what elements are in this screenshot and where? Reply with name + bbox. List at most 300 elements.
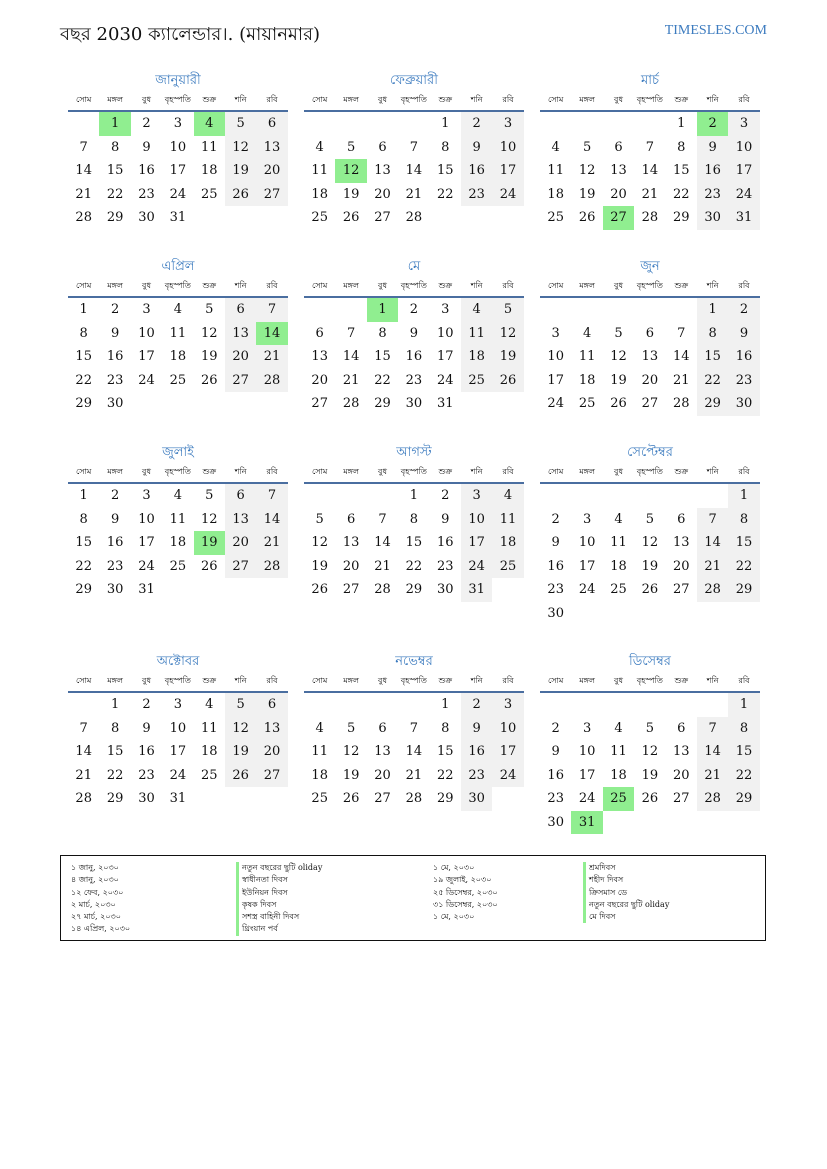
day-cell[interactable]: 12	[311, 535, 328, 550]
day-cell[interactable]: 18	[311, 767, 328, 783]
day-cell[interactable]: 7	[697, 717, 728, 741]
day-cell[interactable]: 9	[461, 136, 492, 160]
day-cell[interactable]: 11	[492, 508, 523, 532]
day-cell[interactable]: 24	[436, 372, 454, 388]
day-cell[interactable]: 23	[697, 183, 728, 207]
holiday-day[interactable]: 31	[571, 811, 602, 835]
day-cell[interactable]: 13	[256, 136, 287, 160]
day-cell[interactable]: 20	[610, 186, 627, 202]
day-cell[interactable]: 4	[461, 298, 492, 322]
day-cell[interactable]: 21	[256, 531, 287, 555]
day-cell[interactable]: 3	[441, 302, 450, 317]
day-cell[interactable]: 4	[614, 511, 623, 527]
day-cell[interactable]: 29	[75, 396, 92, 411]
day-cell[interactable]: 15	[405, 535, 423, 550]
day-cell[interactable]: 27	[672, 582, 690, 597]
day-cell[interactable]: 6	[256, 693, 287, 717]
day-cell[interactable]: 10	[461, 508, 492, 532]
day-cell[interactable]: 15	[75, 349, 92, 364]
day-cell[interactable]: 10	[138, 511, 155, 527]
day-cell[interactable]: 23	[547, 582, 564, 597]
day-cell[interactable]: 18	[311, 186, 328, 202]
day-cell[interactable]: 16	[106, 535, 124, 550]
day-cell[interactable]: 15	[436, 744, 454, 759]
day-cell[interactable]: 9	[728, 322, 759, 346]
day-cell[interactable]: 17	[492, 740, 523, 764]
day-cell[interactable]: 8	[677, 139, 686, 155]
day-cell[interactable]: 12	[578, 163, 596, 178]
day-cell[interactable]: 9	[142, 720, 151, 736]
day-cell[interactable]: 8	[79, 325, 88, 341]
day-cell[interactable]: 16	[547, 767, 564, 783]
day-cell[interactable]: 2	[142, 697, 151, 712]
day-cell[interactable]: 26	[641, 582, 659, 597]
day-cell[interactable]: 24	[138, 372, 155, 388]
day-cell[interactable]: 15	[672, 163, 690, 178]
day-cell[interactable]: 30	[106, 396, 124, 411]
day-cell[interactable]: 26	[311, 582, 328, 597]
day-cell[interactable]: 27	[225, 369, 256, 393]
day-cell[interactable]: 30	[138, 791, 155, 806]
day-cell[interactable]: 23	[106, 558, 124, 574]
day-cell[interactable]: 30	[138, 210, 155, 225]
day-cell[interactable]: 23	[106, 372, 124, 388]
day-cell[interactable]: 6	[225, 484, 256, 508]
day-cell[interactable]: 23	[436, 558, 454, 574]
day-cell[interactable]: 30	[436, 582, 454, 597]
day-cell[interactable]: 28	[697, 787, 728, 811]
day-cell[interactable]: 23	[547, 791, 564, 806]
day-cell[interactable]: 18	[610, 767, 627, 783]
day-cell[interactable]: 10	[492, 717, 523, 741]
day-cell[interactable]: 24	[492, 183, 523, 207]
day-cell[interactable]: 9	[461, 717, 492, 741]
day-cell[interactable]: 5	[346, 139, 356, 155]
day-cell[interactable]: 11	[461, 322, 492, 346]
day-cell[interactable]: 15	[728, 531, 759, 555]
day-cell[interactable]: 25	[610, 582, 627, 597]
day-cell[interactable]: 29	[672, 210, 690, 225]
day-cell[interactable]: 5	[225, 112, 256, 136]
day-cell[interactable]: 16	[728, 345, 759, 369]
day-cell[interactable]: 28	[256, 555, 287, 579]
day-cell[interactable]: 2	[728, 298, 759, 322]
day-cell[interactable]: 10	[578, 744, 596, 759]
day-cell[interactable]: 15	[728, 740, 759, 764]
day-cell[interactable]: 13	[672, 535, 690, 550]
day-cell[interactable]: 13	[374, 744, 391, 759]
day-cell[interactable]: 26	[225, 183, 256, 207]
day-cell[interactable]: 26	[342, 210, 360, 225]
day-cell[interactable]: 15	[106, 163, 124, 178]
holiday-day[interactable]: 19	[194, 531, 225, 555]
day-cell[interactable]: 28	[641, 210, 659, 225]
day-cell[interactable]: 29	[405, 582, 423, 597]
day-cell[interactable]: 29	[728, 787, 759, 811]
day-cell[interactable]: 1	[677, 116, 686, 131]
day-cell[interactable]: 29	[436, 791, 454, 806]
day-cell[interactable]: 15	[75, 535, 92, 550]
day-cell[interactable]: 8	[728, 717, 759, 741]
day-cell[interactable]: 22	[106, 767, 124, 783]
day-cell[interactable]: 1	[110, 697, 120, 712]
day-cell[interactable]: 5	[492, 298, 523, 322]
day-cell[interactable]: 13	[225, 322, 256, 346]
day-cell[interactable]: 20	[256, 740, 287, 764]
day-cell[interactable]: 4	[582, 325, 592, 341]
day-cell[interactable]: 7	[645, 139, 654, 155]
day-cell[interactable]: 17	[461, 531, 492, 555]
day-cell[interactable]: 23	[461, 183, 492, 207]
day-cell[interactable]: 10	[728, 136, 759, 160]
day-cell[interactable]: 13	[256, 717, 287, 741]
day-cell[interactable]: 11	[578, 349, 596, 364]
day-cell[interactable]: 5	[205, 302, 214, 317]
day-cell[interactable]: 21	[641, 186, 659, 202]
holiday-day[interactable]: 4	[194, 112, 225, 136]
day-cell[interactable]: 9	[142, 139, 151, 155]
day-cell[interactable]: 2	[461, 693, 492, 717]
day-cell[interactable]: 31	[728, 206, 759, 230]
day-cell[interactable]: 17	[138, 535, 155, 550]
day-cell[interactable]: 11	[311, 163, 328, 178]
day-cell[interactable]: 25	[311, 210, 328, 225]
day-cell[interactable]: 11	[610, 535, 627, 550]
day-cell[interactable]: 22	[75, 558, 92, 574]
day-cell[interactable]: 5	[225, 693, 256, 717]
day-cell[interactable]: 10	[138, 325, 155, 341]
day-cell[interactable]: 29	[728, 578, 759, 602]
day-cell[interactable]: 8	[697, 322, 728, 346]
day-cell[interactable]: 3	[492, 693, 523, 717]
day-cell[interactable]: 20	[342, 558, 360, 574]
day-cell[interactable]: 19	[200, 349, 218, 364]
day-cell[interactable]: 28	[75, 791, 92, 806]
day-cell[interactable]: 16	[138, 744, 155, 759]
day-cell[interactable]: 2	[110, 488, 120, 503]
day-cell[interactable]: 9	[551, 535, 560, 550]
day-cell[interactable]: 19	[225, 159, 256, 183]
day-cell[interactable]: 9	[110, 511, 120, 527]
day-cell[interactable]: 26	[578, 210, 596, 225]
day-cell[interactable]: 16	[436, 535, 454, 550]
day-cell[interactable]: 11	[547, 163, 564, 178]
day-cell[interactable]: 23	[728, 369, 759, 393]
day-cell[interactable]: 30	[461, 787, 492, 811]
holiday-day[interactable]: 1	[99, 112, 130, 136]
day-cell[interactable]: 31	[461, 578, 492, 602]
holiday-day[interactable]: 2	[697, 112, 728, 136]
holiday-day[interactable]: 14	[256, 322, 287, 346]
day-cell[interactable]: 14	[405, 744, 423, 759]
day-cell[interactable]: 22	[436, 767, 454, 783]
day-cell[interactable]: 27	[225, 555, 256, 579]
day-cell[interactable]: 10	[547, 349, 564, 364]
day-cell[interactable]: 11	[200, 139, 218, 155]
day-cell[interactable]: 5	[346, 720, 356, 736]
day-cell[interactable]: 19	[311, 558, 328, 574]
day-cell[interactable]: 11	[169, 325, 187, 341]
day-cell[interactable]: 13	[311, 349, 328, 364]
day-cell[interactable]: 8	[728, 508, 759, 532]
day-cell[interactable]: 14	[75, 163, 92, 178]
day-cell[interactable]: 9	[697, 136, 728, 160]
day-cell[interactable]: 19	[225, 740, 256, 764]
day-cell[interactable]: 13	[374, 163, 391, 178]
day-cell[interactable]: 17	[169, 163, 187, 178]
day-cell[interactable]: 6	[378, 139, 387, 155]
day-cell[interactable]: 21	[405, 186, 423, 202]
day-cell[interactable]: 2	[110, 302, 120, 317]
day-cell[interactable]: 20	[225, 531, 256, 555]
day-cell[interactable]: 16	[547, 558, 564, 574]
day-cell[interactable]: 3	[551, 325, 560, 341]
day-cell[interactable]: 28	[75, 210, 92, 225]
day-cell[interactable]: 12	[200, 325, 218, 341]
day-cell[interactable]: 26	[200, 558, 218, 574]
day-cell[interactable]: 16	[138, 163, 155, 178]
day-cell[interactable]: 6	[677, 720, 686, 736]
day-cell[interactable]: 29	[697, 392, 728, 416]
day-cell[interactable]: 6	[677, 511, 686, 527]
day-cell[interactable]: 4	[315, 139, 324, 155]
day-cell[interactable]: 27	[311, 396, 328, 411]
day-cell[interactable]: 17	[492, 159, 523, 183]
day-cell[interactable]: 20	[672, 767, 690, 783]
day-cell[interactable]: 12	[225, 136, 256, 160]
day-cell[interactable]: 29	[106, 210, 124, 225]
day-cell[interactable]: 20	[374, 767, 391, 783]
day-cell[interactable]: 9	[110, 325, 120, 341]
day-cell[interactable]: 30	[697, 206, 728, 230]
day-cell[interactable]: 21	[256, 345, 287, 369]
day-cell[interactable]: 13	[641, 349, 659, 364]
day-cell[interactable]: 14	[75, 744, 92, 759]
day-cell[interactable]: 2	[441, 488, 450, 503]
day-cell[interactable]: 6	[315, 325, 324, 341]
day-cell[interactable]: 5	[315, 511, 324, 527]
day-cell[interactable]: 29	[106, 791, 124, 806]
day-cell[interactable]: 27	[374, 210, 391, 225]
day-cell[interactable]: 6	[225, 298, 256, 322]
day-cell[interactable]: 14	[342, 349, 360, 364]
day-cell[interactable]: 28	[256, 369, 287, 393]
day-cell[interactable]: 20	[374, 186, 391, 202]
day-cell[interactable]: 10	[436, 325, 454, 341]
day-cell[interactable]: 3	[582, 720, 592, 736]
day-cell[interactable]: 10	[578, 535, 596, 550]
day-cell[interactable]: 7	[79, 720, 88, 736]
day-cell[interactable]: 14	[697, 531, 728, 555]
day-cell[interactable]: 30	[547, 814, 564, 830]
day-cell[interactable]: 17	[436, 349, 454, 364]
day-cell[interactable]: 18	[200, 163, 218, 178]
day-cell[interactable]: 24	[138, 558, 155, 574]
day-cell[interactable]: 27	[256, 764, 287, 788]
day-cell[interactable]: 21	[374, 558, 391, 574]
day-cell[interactable]: 7	[346, 325, 356, 341]
day-cell[interactable]: 19	[610, 372, 627, 388]
day-cell[interactable]: 22	[672, 186, 690, 202]
day-cell[interactable]: 31	[138, 582, 155, 597]
day-cell[interactable]: 25	[169, 372, 187, 388]
day-cell[interactable]: 28	[405, 210, 423, 225]
day-cell[interactable]: 8	[441, 139, 450, 155]
day-cell[interactable]: 1	[441, 697, 450, 712]
day-cell[interactable]: 16	[697, 159, 728, 183]
day-cell[interactable]: 23	[405, 372, 423, 388]
day-cell[interactable]: 14	[374, 535, 391, 550]
day-cell[interactable]: 21	[697, 555, 728, 579]
day-cell[interactable]: 17	[578, 767, 596, 783]
day-cell[interactable]: 25	[169, 558, 187, 574]
day-cell[interactable]: 23	[138, 186, 155, 202]
day-cell[interactable]: 20	[225, 345, 256, 369]
day-cell[interactable]: 19	[641, 767, 659, 783]
day-cell[interactable]: 31	[436, 396, 454, 411]
holiday-day[interactable]: 12	[335, 159, 366, 183]
day-cell[interactable]: 16	[461, 159, 492, 183]
day-cell[interactable]: 19	[492, 345, 523, 369]
day-cell[interactable]: 5	[645, 511, 654, 527]
day-cell[interactable]: 6	[256, 112, 287, 136]
day-cell[interactable]: 13	[225, 508, 256, 532]
day-cell[interactable]: 16	[461, 740, 492, 764]
day-cell[interactable]: 21	[342, 372, 360, 388]
day-cell[interactable]: 31	[169, 210, 187, 225]
day-cell[interactable]: 1	[697, 298, 728, 322]
day-cell[interactable]: 22	[75, 372, 92, 388]
day-cell[interactable]: 26	[641, 791, 659, 806]
day-cell[interactable]: 19	[342, 186, 360, 202]
day-cell[interactable]: 12	[342, 744, 360, 759]
day-cell[interactable]: 17	[578, 558, 596, 574]
day-cell[interactable]: 1	[79, 488, 88, 503]
day-cell[interactable]: 17	[547, 372, 564, 388]
day-cell[interactable]: 7	[697, 508, 728, 532]
day-cell[interactable]: 22	[436, 186, 454, 202]
day-cell[interactable]: 28	[697, 578, 728, 602]
day-cell[interactable]: 7	[256, 298, 287, 322]
day-cell[interactable]: 23	[461, 764, 492, 788]
day-cell[interactable]: 19	[342, 767, 360, 783]
day-cell[interactable]: 28	[405, 791, 423, 806]
day-cell[interactable]: 5	[582, 139, 592, 155]
day-cell[interactable]: 18	[461, 345, 492, 369]
day-cell[interactable]: 25	[200, 767, 218, 783]
day-cell[interactable]: 21	[75, 186, 92, 202]
day-cell[interactable]: 3	[461, 484, 492, 508]
day-cell[interactable]: 6	[346, 511, 356, 527]
day-cell[interactable]: 1	[441, 116, 450, 131]
day-cell[interactable]: 21	[697, 764, 728, 788]
day-cell[interactable]: 16	[405, 349, 423, 364]
day-cell[interactable]: 2	[551, 511, 560, 527]
day-cell[interactable]: 3	[582, 511, 592, 527]
day-cell[interactable]: 19	[641, 558, 659, 574]
day-cell[interactable]: 24	[169, 186, 187, 202]
holiday-day[interactable]: 25	[603, 787, 634, 811]
day-cell[interactable]: 12	[492, 322, 523, 346]
day-cell[interactable]: 4	[173, 488, 182, 503]
day-cell[interactable]: 4	[614, 720, 623, 736]
day-cell[interactable]: 7	[378, 511, 387, 527]
day-cell[interactable]: 5	[205, 488, 214, 503]
day-cell[interactable]: 18	[169, 349, 187, 364]
day-cell[interactable]: 24	[169, 767, 187, 783]
day-cell[interactable]: 7	[677, 325, 686, 341]
day-cell[interactable]: 22	[405, 558, 423, 574]
day-cell[interactable]: 14	[672, 349, 690, 364]
day-cell[interactable]: 25	[461, 369, 492, 393]
day-cell[interactable]: 22	[374, 372, 391, 388]
day-cell[interactable]: 1	[728, 693, 759, 717]
day-cell[interactable]: 24	[492, 764, 523, 788]
day-cell[interactable]: 27	[641, 396, 659, 411]
day-cell[interactable]: 18	[547, 186, 564, 202]
day-cell[interactable]: 25	[200, 186, 218, 202]
day-cell[interactable]: 20	[641, 372, 659, 388]
day-cell[interactable]: 22	[106, 186, 124, 202]
day-cell[interactable]: 28	[374, 582, 391, 597]
day-cell[interactable]: 3	[142, 302, 151, 317]
day-cell[interactable]: 3	[173, 116, 182, 131]
day-cell[interactable]: 26	[225, 764, 256, 788]
day-cell[interactable]: 8	[378, 325, 387, 341]
day-cell[interactable]: 27	[342, 582, 360, 597]
day-cell[interactable]: 27	[374, 791, 391, 806]
day-cell[interactable]: 30	[547, 605, 564, 621]
day-cell[interactable]: 13	[672, 744, 690, 759]
day-cell[interactable]: 26	[342, 791, 360, 806]
day-cell[interactable]: 25	[311, 791, 328, 806]
day-cell[interactable]: 6	[614, 139, 623, 155]
day-cell[interactable]: 4	[315, 720, 324, 736]
day-cell[interactable]: 15	[374, 349, 391, 364]
day-cell[interactable]: 4	[492, 484, 523, 508]
day-cell[interactable]: 2	[551, 720, 560, 736]
day-cell[interactable]: 25	[578, 396, 596, 411]
holiday-day[interactable]: 27	[603, 206, 634, 230]
day-cell[interactable]: 30	[106, 582, 124, 597]
day-cell[interactable]: 22	[728, 764, 759, 788]
day-cell[interactable]: 26	[492, 369, 523, 393]
day-cell[interactable]: 10	[492, 136, 523, 160]
day-cell[interactable]: 28	[342, 396, 360, 411]
day-cell[interactable]: 12	[225, 717, 256, 741]
day-cell[interactable]: 4	[205, 697, 214, 712]
day-cell[interactable]: 15	[697, 345, 728, 369]
day-cell[interactable]: 14	[256, 508, 287, 532]
day-cell[interactable]: 25	[547, 210, 564, 225]
day-cell[interactable]: 28	[672, 396, 690, 411]
day-cell[interactable]: 11	[200, 720, 218, 736]
day-cell[interactable]: 17	[169, 744, 187, 759]
day-cell[interactable]: 7	[409, 720, 418, 736]
day-cell[interactable]: 3	[173, 697, 182, 712]
day-cell[interactable]: 1	[728, 484, 759, 508]
day-cell[interactable]: 14	[697, 740, 728, 764]
day-cell[interactable]: 26	[610, 396, 627, 411]
day-cell[interactable]: 26	[200, 372, 218, 388]
day-cell[interactable]: 21	[672, 372, 690, 388]
holiday-day[interactable]: 1	[367, 298, 398, 322]
day-cell[interactable]: 12	[641, 744, 659, 759]
day-cell[interactable]: 24	[461, 555, 492, 579]
day-cell[interactable]: 11	[311, 744, 328, 759]
day-cell[interactable]: 17	[138, 349, 155, 364]
day-cell[interactable]: 5	[614, 325, 623, 341]
